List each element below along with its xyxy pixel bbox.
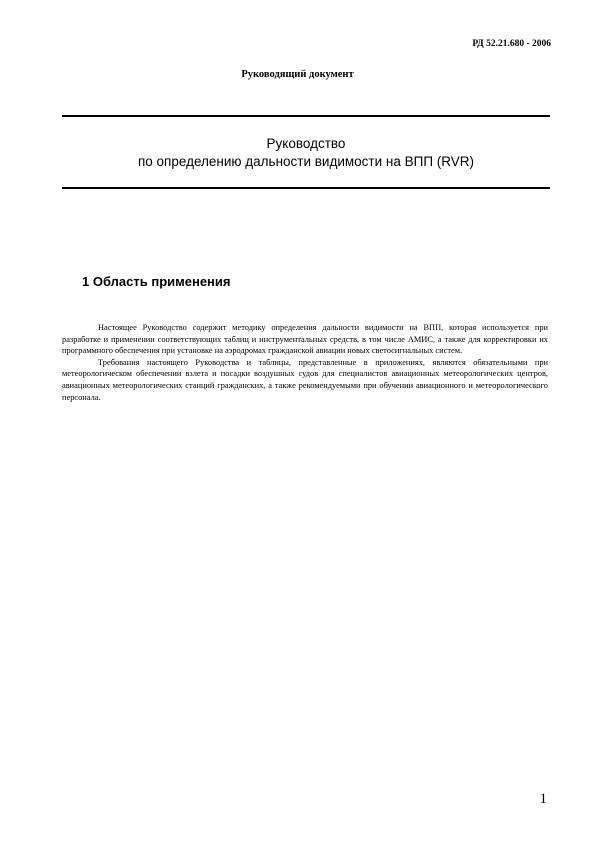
title-line-1: Руководство [266, 136, 346, 151]
document-type: Руководящий документ [241, 69, 354, 80]
title-line-2: по определению дальности видимости на ВПП (RVR) [137, 154, 475, 169]
document-code: РД 52.21.680 - 2006 [472, 39, 551, 49]
paragraph: Требования настоящего Руководства и таблицы, представленные в приложениях, являются обязательными при метеорологическом обеспечении взлета и посадки воздушных судов для специалистов авиационных метеорологических центров, авиационных метеорологических станций гражданских, а также рекомендуемыми при обучении авиационного и метеорологического персонала. [62, 357, 548, 402]
document-title [62, 135, 550, 171]
title-bottom-rule [62, 187, 550, 189]
paragraph: Настоящее Руководство содержит методику определения дальности видимости на ВПП, которая используется при разработке и применении соответствующих таблиц и инструментальных средств, в том числе АМИС, а также для корректировки их программного обеспечения при установке на аэродромах гражданской авиации новых светосигнальных систем. [62, 323, 548, 356]
page-number: 1 [539, 791, 547, 807]
title-top-rule [62, 115, 550, 117]
section-body [62, 322, 548, 403]
section-heading: 1 Область применения [82, 274, 231, 289]
